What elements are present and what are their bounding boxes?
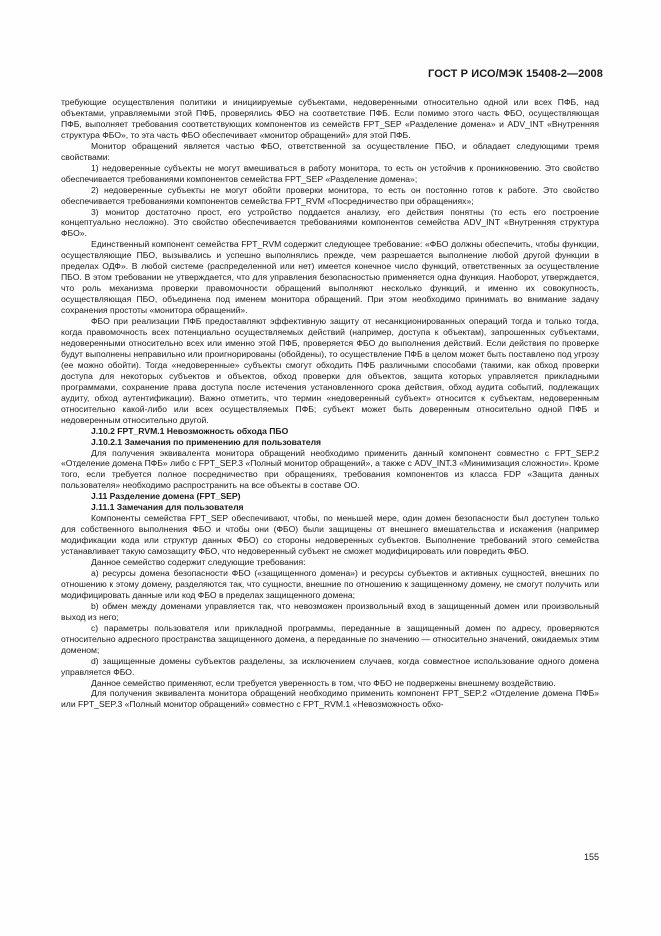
paragraph: ФБО при реализации ПФБ предоставляют эффективную защиту от несанкционированных операций тогда и только тогда, когда правомочность всех потенциально осуществляемых действий (например, доступа к объектам), запрошенных субъектами, недоверенными относительно всех или именно этой ПФБ, проверяется ФБО до выполнения действий. Если действия по проверке будут выполнены неправильно или проигнорированы (обойдены), то осуществление ПФБ в целом может быть поставлено под угрозу (ее можно обойти). Тогда «недоверенные» субъекты смогут обходить ПФБ различными способами (такими, как обход проверки доступа для некоторых субъектов и объектов, обход проверки для объектов, защита которых управляется прикладными программами, сохранение права доступа после истечения установленного срока действия, обход аудита событий, подлежащих аудиту, обход аутентификации). Важно отметить, что термин «недоверенный субъект» относится к субъектам, недоверенным относительно какой-либо или всех осуществляемых ПФБ; субъект может быть доверенным относительно одной ПФБ и недоверенным относительно другой. — [61, 316, 599, 425]
paragraph: требующие осуществления политики и инициируемые субъектами, недоверенными относительно одной или всех ПФБ, над объектами, управляемыми этой ПФБ, проверялись ФБО на соответствие ПФБ. Если помимо этого часть ФБО, осуществляющая ПФБ, выполняет требования соответствующих компонентов из семейств FPT_SEP «Разделение домена» и ADV_INT «Внутренняя структура ФБО», то эта часть ФБО обеспечивает «монитор обращений» для этой ПФБ. — [61, 97, 599, 140]
paragraph: Единственный компонент семейства FPT_RVM содержит следующее требование: «ФБО должны обеспечить, чтобы функции, осуществляющие ПБО, вызывались и успешно выполнялись прежде, чем разрешается выполнение любой другой функции в пределах ОДФ». В любой системе (распределенной или нет) имеется конечное число функций, ответственных за осуществление ПБО. В этом требовании не утверждается, что для управления безопасностью применяется одна функция. Наоборот, утверждается, что роль механизма проверки правомочности обращений выполняют несколько функций, и именно их совокупность, осуществляющая ПБО, объединена под именем монитора обращений. При этом необходимо принимать во внимание задачу сохранения простоты «монитора обращений». — [61, 239, 599, 316]
list-item: 1) недоверенные субъекты не могут вмешиваться в работу монитора, то есть он устойчив к проникновению. Это свойство обеспечивается требованиями компонентов семейства FPT_SEP «Разделение домена»; — [61, 162, 599, 184]
page-number: 155 — [583, 852, 599, 862]
section-heading: J.10.2.1 Замечания по применению для пользователя — [91, 436, 322, 447]
list-item: b) обмен между доменами управляется так, что невозможен произвольный вход в защищенный домен или произвольный выход из него; — [61, 600, 599, 622]
list-item: d) защищенные домены субъектов разделены, за исключением случаев, когда совместное использование одного домена управляется ФБО. — [61, 655, 599, 677]
list-item: 2) недоверенные субъекты не могут обойти проверки монитора, то есть он постоянно готов к работе. Это свойство обеспечивается требованиями компонентов семейства FPT_RVM «Посредничество при обращениях»; — [61, 184, 599, 206]
list-item: 3) монитор достаточно прост, его устройство поддается анализу, его действия понятны (то есть его построение концептуально несложно). Это свойство обеспечивается требованиями компонентов семейства ADV_INT «Внутренняя структура ФБО». — [61, 206, 599, 239]
document-body — [61, 97, 599, 710]
document-header: ГОСТ Р ИСО/МЭК 15408-2—2008 — [428, 68, 603, 80]
paragraph: Для получения эквивалента монитора обращений необходимо применить компонент FPT_SEP.2 «Отделение домена ПФБ» или FPT_SEP.3 «Полный монитор обращений» совместно с FPT_RVM.1 «Невозможность обхо- — [61, 688, 599, 710]
section-heading: J.11.1 Замечания для пользователя — [91, 502, 244, 513]
section-heading: J.10.2 FPT_RVM.1 Невозможность обхода ПБО — [91, 425, 289, 436]
section-heading: J.11 Разделение домена (FPT_SEP) — [91, 491, 241, 502]
paragraph: Монитор обращений является частью ФБО, ответственной за осуществление ПБО, и обладает следующими тремя свойствами: — [61, 140, 599, 162]
paragraph: Данное семейство содержит следующие требования: — [91, 557, 306, 568]
list-item: a) ресурсы домена безопасности ФБО («защищенного домена») и ресурсы субъектов и активных сущностей, внешних по отношению к этому домену, разделяются так, что сущности, внешние по отношению к защищенному домену, не смогут получить или модифицировать данные или код ФБО в пределах защищенного домена; — [61, 567, 599, 600]
paragraph: Данное семейство применяют, если требуется уверенность в том, что ФБО не подвержены внешнему воздействию. — [91, 677, 556, 688]
list-item: c) параметры пользователя или прикладной программы, переданные в защищенный домен по адресу, проверяются относительно адресного пространства защищенного домена, а переданные по значению — относительно значений, ожидаемых этим доменом; — [61, 622, 599, 655]
paragraph: Компоненты семейства FPT_SEP обеспечивают, чтобы, по меньшей мере, один домен безопасности был доступен только для собственного выполнения ФБО и чтобы они (ФБО) были защищены от внешнего вмешательства и искажения (например модификации кода или структур данных ФБО) со стороны недоверенных субъектов. Выполнение требований этого семейства устанавливает такую самозащиту ФБО, что недоверенный субъект не сможет модифицировать или повредить ФБО. — [61, 513, 599, 557]
paragraph: Для получения эквивалента монитора обращений необходимо применить данный компонент совместно с FPT_SEP.2 «Отделение домена ПФБ» либо с FPT_SEP.3 «Полный монитор обращений», а также с ADV_INT.3 «Минимизация сложности». Кроме того, если требуется полное посредничество при обращениях, требования компонентов из класса FDP «Защита данных пользователя» необходимо распространить на все объекты в составе ОО. — [61, 447, 599, 491]
